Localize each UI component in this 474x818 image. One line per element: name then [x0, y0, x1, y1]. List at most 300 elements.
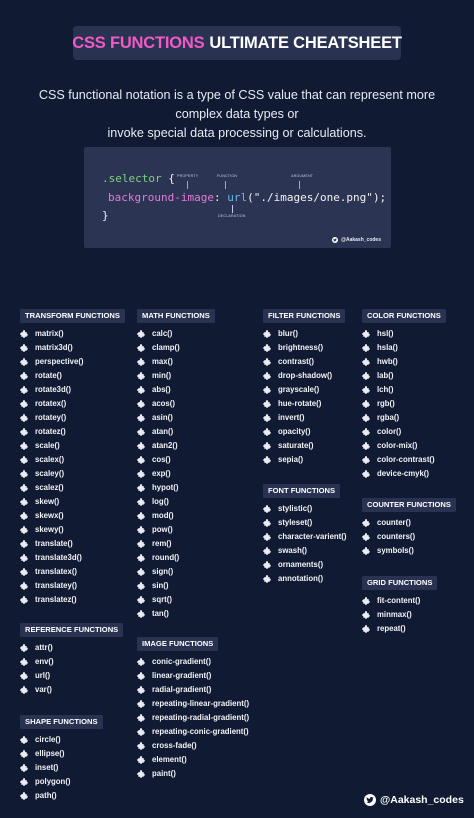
section-title: COUNTER FUNCTIONS: [362, 498, 456, 512]
puzzle-icon: [362, 456, 370, 464]
function-item: [137, 579, 215, 593]
function-name: translatex(): [35, 567, 78, 576]
puzzle-icon: [362, 625, 370, 633]
function-item: [137, 725, 249, 739]
function-name: env(): [35, 657, 54, 666]
function-item: [20, 327, 125, 341]
function-item: [137, 523, 215, 537]
function-name: polygon(): [35, 777, 71, 786]
function-item: [137, 481, 215, 495]
function-item: [137, 697, 249, 711]
function-item: [362, 544, 456, 558]
description-line-1: CSS functional notation is a type of CSS value that can represent more complex data types or: [38, 88, 436, 121]
function-name: linear-gradient(): [152, 671, 212, 680]
function-item: [362, 467, 446, 481]
annotation-argument-arrow: [299, 181, 300, 189]
puzzle-icon: [362, 597, 370, 605]
function-name: ellipse(): [35, 749, 65, 758]
function-name: exp(): [152, 469, 171, 478]
function-name: pow(): [152, 525, 173, 534]
function-name: scalez(): [35, 483, 64, 492]
code-card-handle: [332, 237, 381, 243]
section-filter-functions: [263, 305, 345, 467]
function-item: [137, 593, 215, 607]
function-item: [137, 411, 215, 425]
section-math-functions: [137, 305, 215, 621]
code-selector: .selector: [102, 172, 162, 185]
function-name: counter(): [377, 518, 411, 527]
function-name: sqrt(): [152, 595, 172, 604]
puzzle-icon: [362, 358, 370, 366]
puzzle-icon: [263, 330, 271, 338]
function-name: url(): [35, 671, 51, 680]
function-item: [137, 537, 215, 551]
function-name: skewx(): [35, 511, 64, 520]
function-name: log(): [152, 497, 169, 506]
function-item: [137, 669, 249, 683]
function-item: [20, 467, 125, 481]
function-name: atan2(): [152, 441, 178, 450]
puzzle-icon: [20, 372, 28, 380]
section-title: FONT FUNCTIONS: [263, 484, 340, 498]
function-item: [20, 509, 125, 523]
puzzle-icon: [362, 330, 370, 338]
puzzle-icon: [137, 568, 145, 576]
function-item: [362, 530, 456, 544]
function-item: [263, 425, 345, 439]
function-item: [20, 761, 103, 775]
title-rest: ULTIMATE CHEATSHEET: [209, 33, 402, 52]
puzzle-icon: [20, 750, 28, 758]
function-list: [263, 502, 346, 586]
function-name: translate(): [35, 539, 73, 548]
section-reference-functions: [20, 619, 123, 697]
puzzle-icon: [263, 428, 271, 436]
function-item: [137, 683, 249, 697]
puzzle-icon: [362, 442, 370, 450]
function-name: repeating-radial-gradient(): [152, 713, 250, 722]
function-name: counters(): [377, 532, 416, 541]
function-name: inset(): [35, 763, 59, 772]
puzzle-icon: [137, 770, 145, 778]
function-name: max(): [152, 357, 173, 366]
section-transform-functions: [20, 305, 125, 607]
function-list: [137, 655, 249, 781]
puzzle-icon: [362, 519, 370, 527]
function-name: conic-gradient(): [152, 657, 211, 666]
function-name: color(): [377, 427, 402, 436]
function-item: [137, 369, 215, 383]
function-item: [20, 551, 125, 565]
function-list: [362, 516, 456, 558]
function-name: device-cmyk(): [377, 469, 430, 478]
puzzle-icon: [137, 728, 145, 736]
puzzle-icon: [137, 484, 145, 492]
function-item: [137, 551, 215, 565]
function-name: swash(): [278, 546, 308, 555]
puzzle-icon: [362, 547, 370, 555]
function-item: [362, 516, 456, 530]
function-name: rgb(): [377, 399, 395, 408]
footer-handle-text: @Aakash_codes: [380, 794, 464, 806]
function-name: scale(): [35, 441, 60, 450]
function-item: [20, 523, 125, 537]
puzzle-icon: [137, 526, 145, 534]
function-name: rotatey(): [35, 413, 67, 422]
function-name: brightness(): [278, 343, 324, 352]
function-name: asin(): [152, 413, 173, 422]
puzzle-icon: [263, 442, 271, 450]
function-item: [263, 516, 346, 530]
puzzle-icon: [137, 330, 145, 338]
puzzle-icon: [263, 561, 271, 569]
function-item: [263, 383, 345, 397]
function-name: translatey(): [35, 581, 78, 590]
function-item: [20, 789, 103, 803]
function-name: invert(): [278, 413, 305, 422]
function-name: cross-fade(): [152, 741, 197, 750]
footer-handle[interactable]: [364, 794, 464, 806]
function-item: [263, 355, 345, 369]
code-paren-open: (: [247, 191, 254, 204]
puzzle-icon: [137, 582, 145, 590]
function-name: annotation(): [278, 574, 324, 583]
function-name: contrast(): [278, 357, 314, 366]
puzzle-icon: [137, 386, 145, 394]
puzzle-icon: [20, 764, 28, 772]
function-item: [137, 739, 249, 753]
function-item: [20, 683, 123, 697]
puzzle-icon: [20, 414, 28, 422]
puzzle-icon: [137, 372, 145, 380]
puzzle-icon: [20, 596, 28, 604]
function-item: [20, 495, 125, 509]
puzzle-icon: [20, 498, 28, 506]
puzzle-icon: [362, 344, 370, 352]
function-item: [20, 641, 123, 655]
page-description: [20, 86, 454, 143]
function-item: [20, 397, 125, 411]
section-title: MATH FUNCTIONS: [137, 309, 215, 323]
puzzle-icon: [20, 568, 28, 576]
puzzle-icon: [263, 344, 271, 352]
function-name: sepia(): [278, 455, 304, 464]
function-item: [362, 622, 437, 636]
puzzle-icon: [20, 512, 28, 520]
function-item: [137, 355, 215, 369]
puzzle-icon: [137, 428, 145, 436]
function-item: [20, 655, 123, 669]
annotation-declaration: DECLARATION: [218, 214, 246, 218]
puzzle-icon: [137, 658, 145, 666]
function-item: [263, 502, 346, 516]
code-selector-line: [102, 173, 175, 185]
code-colon: :: [213, 191, 221, 204]
puzzle-icon: [20, 358, 28, 366]
code-declaration-line: [108, 192, 386, 204]
function-item: [20, 669, 123, 683]
function-list: [137, 327, 215, 621]
function-name: repeat(): [377, 624, 406, 633]
function-name: element(): [152, 755, 187, 764]
function-name: scaley(): [35, 469, 65, 478]
puzzle-icon: [137, 498, 145, 506]
function-item: [362, 439, 446, 453]
annotation-function-arrow: [225, 181, 226, 189]
puzzle-icon: [20, 686, 28, 694]
function-item: [20, 565, 125, 579]
function-name: paint(): [152, 769, 176, 778]
puzzle-icon: [20, 554, 28, 562]
puzzle-icon: [137, 442, 145, 450]
function-name: character-varient(): [278, 532, 347, 541]
function-name: calc(): [152, 329, 173, 338]
function-item: [20, 355, 125, 369]
puzzle-icon: [263, 372, 271, 380]
code-argument: "./images/one.png": [253, 191, 373, 204]
function-name: drop-shadow(): [278, 371, 333, 380]
puzzle-icon: [20, 456, 28, 464]
puzzle-icon: [263, 358, 271, 366]
function-item: [20, 747, 103, 761]
function-item: [263, 341, 345, 355]
section-title: TRANSFORM FUNCTIONS: [20, 309, 125, 323]
puzzle-icon: [20, 672, 28, 680]
function-item: [362, 608, 437, 622]
function-name: styleset(): [278, 518, 313, 527]
function-item: [362, 369, 446, 383]
section-title: GRID FUNCTIONS: [362, 576, 437, 590]
function-item: [362, 411, 446, 425]
puzzle-icon: [263, 575, 271, 583]
function-item: [20, 579, 125, 593]
function-item: [137, 439, 215, 453]
section-title: FILTER FUNCTIONS: [263, 309, 345, 323]
function-name: symbols(): [377, 546, 414, 555]
function-name: hwb(): [377, 357, 398, 366]
function-item: [362, 397, 446, 411]
puzzle-icon: [137, 700, 145, 708]
puzzle-icon: [137, 400, 145, 408]
function-item: [263, 530, 346, 544]
puzzle-icon: [263, 519, 271, 527]
function-item: [362, 594, 437, 608]
function-name: rotate3d(): [35, 385, 71, 394]
function-list: [20, 327, 125, 607]
function-item: [20, 481, 125, 495]
function-name: sign(): [152, 567, 174, 576]
annotation-function: FUNCTION: [217, 174, 238, 178]
puzzle-icon: [362, 611, 370, 619]
function-name: clamp(): [152, 343, 180, 352]
function-name: path(): [35, 791, 57, 800]
puzzle-icon: [20, 582, 28, 590]
function-name: matrix(): [35, 329, 64, 338]
function-item: [137, 753, 249, 767]
function-item: [20, 439, 125, 453]
section-counter-functions: [362, 494, 456, 558]
function-item: [362, 355, 446, 369]
function-item: [263, 411, 345, 425]
section-grid-functions: [362, 572, 437, 636]
function-name: attr(): [35, 643, 53, 652]
function-name: circle(): [35, 735, 61, 744]
function-item: [20, 425, 125, 439]
function-name: round(): [152, 553, 180, 562]
code-paren-close: );: [372, 191, 387, 204]
annotation-property: PROPERTY: [177, 174, 199, 178]
function-name: var(): [35, 685, 52, 694]
function-item: [20, 369, 125, 383]
function-name: repeating-conic-gradient(): [152, 727, 249, 736]
section-title: SHAPE FUNCTIONS: [20, 715, 103, 729]
function-name: atan(): [152, 427, 174, 436]
function-name: skew(): [35, 497, 60, 506]
puzzle-icon: [137, 456, 145, 464]
function-name: lch(): [377, 385, 394, 394]
puzzle-icon: [137, 672, 145, 680]
function-name: scalex(): [35, 455, 65, 464]
puzzle-icon: [362, 386, 370, 394]
function-item: [20, 383, 125, 397]
function-name: translate3d(): [35, 553, 82, 562]
puzzle-icon: [137, 358, 145, 366]
function-name: saturate(): [278, 441, 314, 450]
puzzle-icon: [263, 456, 271, 464]
puzzle-icon: [20, 442, 28, 450]
function-name: rotate(): [35, 371, 62, 380]
function-name: min(): [152, 371, 172, 380]
puzzle-icon: [137, 470, 145, 478]
function-name: matrix3d(): [35, 343, 73, 352]
puzzle-icon: [263, 400, 271, 408]
function-item: [20, 537, 125, 551]
puzzle-icon: [20, 386, 28, 394]
description-line-2: invoke special data processing or calculations.: [107, 126, 367, 140]
section-font-functions: [263, 480, 346, 586]
function-name: perspective(): [35, 357, 84, 366]
function-name: skewy(): [35, 525, 64, 534]
annotation-declaration-arrow: [232, 205, 233, 213]
function-name: hsla(): [377, 343, 398, 352]
function-name: hypot(): [152, 483, 179, 492]
puzzle-icon: [263, 547, 271, 555]
function-name: mod(): [152, 511, 174, 520]
puzzle-icon: [20, 644, 28, 652]
function-name: opacity(): [278, 427, 311, 436]
function-item: [137, 495, 215, 509]
code-card-handle-text: @Aakash_codes: [341, 237, 381, 243]
function-name: radial-gradient(): [152, 685, 212, 694]
function-item: [137, 655, 249, 669]
function-item: [263, 572, 346, 586]
puzzle-icon: [362, 372, 370, 380]
function-name: sin(): [152, 581, 169, 590]
puzzle-icon: [20, 778, 28, 786]
function-item: [263, 544, 346, 558]
function-item: [362, 425, 446, 439]
twitter-bird-icon: [332, 237, 338, 243]
function-item: [362, 341, 446, 355]
function-item: [137, 711, 249, 725]
function-name: rem(): [152, 539, 172, 548]
function-name: cos(): [152, 455, 171, 464]
function-item: [362, 383, 446, 397]
puzzle-icon: [137, 756, 145, 764]
puzzle-icon: [137, 610, 145, 618]
function-item: [137, 467, 215, 481]
function-list: [362, 594, 437, 636]
function-item: [137, 607, 215, 621]
puzzle-icon: [20, 792, 28, 800]
section-title: COLOR FUNCTIONS: [362, 309, 446, 323]
puzzle-icon: [362, 414, 370, 422]
function-item: [263, 453, 345, 467]
function-item: [263, 369, 345, 383]
function-item: [137, 565, 215, 579]
function-name: hue-rotate(): [278, 399, 322, 408]
function-item: [263, 439, 345, 453]
puzzle-icon: [362, 470, 370, 478]
function-name: hsl(): [377, 329, 394, 338]
function-item: [137, 383, 215, 397]
puzzle-icon: [20, 470, 28, 478]
code-close-line: [102, 210, 109, 222]
function-name: lab(): [377, 371, 394, 380]
twitter-bird-icon: [364, 794, 376, 806]
function-name: tan(): [152, 609, 169, 618]
puzzle-icon: [362, 400, 370, 408]
function-item: [362, 327, 446, 341]
code-property: background-image: [108, 191, 214, 204]
puzzle-icon: [137, 540, 145, 548]
code-close-brace: }: [102, 209, 109, 222]
puzzle-icon: [137, 686, 145, 694]
puzzle-icon: [263, 505, 271, 513]
puzzle-icon: [263, 386, 271, 394]
puzzle-icon: [20, 484, 28, 492]
code-function: url: [227, 191, 248, 204]
puzzle-icon: [137, 512, 145, 520]
puzzle-icon: [362, 533, 370, 541]
function-name: acos(): [152, 399, 175, 408]
function-name: fit-content(): [377, 596, 421, 605]
function-name: stylistic(): [278, 504, 313, 513]
function-item: [362, 453, 446, 467]
annotation-property-arrow: [187, 181, 188, 189]
section-color-functions: [362, 305, 446, 481]
puzzle-icon: [20, 330, 28, 338]
code-example-card: [84, 147, 391, 248]
section-shape-functions: [20, 711, 103, 803]
function-name: rotatez(): [35, 427, 66, 436]
function-item: [263, 397, 345, 411]
function-item: [137, 767, 249, 781]
function-item: [263, 558, 346, 572]
function-name: minmax(): [377, 610, 412, 619]
function-name: translatez(): [35, 595, 77, 604]
puzzle-icon: [137, 714, 145, 722]
function-item: [137, 341, 215, 355]
code-open-brace: {: [168, 172, 175, 185]
function-name: grayscale(): [278, 385, 320, 394]
function-name: color-contrast(): [377, 455, 435, 464]
function-item: [20, 775, 103, 789]
puzzle-icon: [20, 526, 28, 534]
function-name: blur(): [278, 329, 298, 338]
puzzle-icon: [20, 400, 28, 408]
section-title: REFERENCE FUNCTIONS: [20, 623, 123, 637]
